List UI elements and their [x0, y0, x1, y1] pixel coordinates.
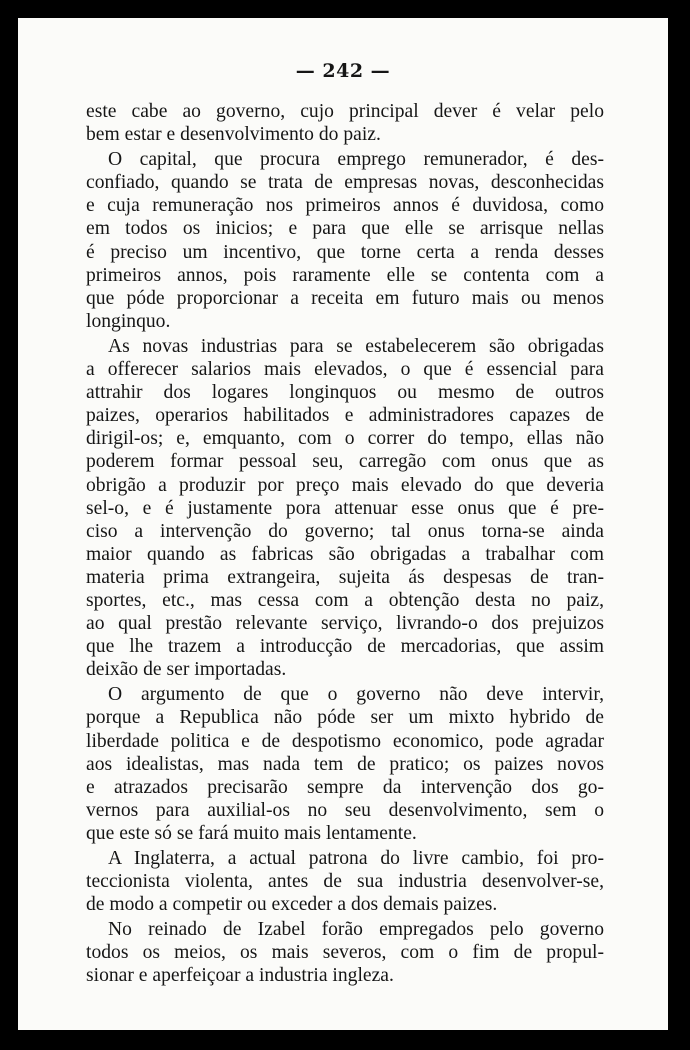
text-line: vernos para auxilial-os no seu desenvolvimento, sem o	[86, 799, 604, 821]
text-line: porque a Republica não póde ser um mixto hybrido de	[86, 707, 604, 729]
paragraph	[86, 335, 604, 681]
text-line: confiado, quando se trata de empresas novas, desconhecidas	[86, 172, 604, 194]
text-line: liberdade politica e de despotismo economico, pode agradar	[86, 730, 604, 752]
text-line: O argumento de que o governo não deve intervir,	[108, 684, 604, 706]
text-line: em todos os inicios; e para que elle se arrisque nellas	[86, 218, 604, 240]
text-line: é preciso um incentivo, que torne certa a renda desses	[86, 241, 604, 263]
text-line: longinquo.	[86, 310, 171, 332]
text-line: maior quando as fabricas são obrigadas a trabalhar com	[86, 543, 604, 565]
text-line: que lhe trazem a introducção de mercadorias, que assim	[86, 636, 604, 658]
text-line: este cabe ao governo, cujo principal dever é velar pelo	[86, 101, 604, 122]
text-line: attrahir dos logares longinquos ou mesmo de outros	[86, 382, 604, 404]
text-line: A Inglaterra, a actual patrona do livre cambio, foi pro-	[108, 848, 604, 869]
text-line: deixão de ser importadas.	[86, 659, 287, 681]
text-line: As novas industrias para se estabelecerem são obrigadas	[108, 335, 604, 357]
text-line: sionar e aperfeiçoar a industria ingleza.	[86, 965, 394, 987]
paragraph	[86, 100, 604, 146]
text-line: paizes, operarios habilitados e administradores capazes de	[86, 405, 604, 427]
text-line: poderem formar pessoal seu, carregão com onus que as	[86, 451, 604, 473]
paragraph	[86, 918, 604, 987]
text-line: bem estar e desenvolvimento do paiz.	[86, 124, 381, 146]
text-line: e cuja remuneração nos primeiros annos é duvidosa, como	[86, 195, 604, 217]
text-line: aos idealistas, mas nada tem de pratico; os paizes novos	[86, 753, 604, 775]
page-number: — 242 —	[295, 60, 391, 82]
text-line: materia prima extrangeira, sujeita ás despesas de tran-	[86, 566, 604, 588]
text-line: sportes, etc., mas cessa com a obtenção desta no paiz,	[86, 589, 604, 611]
text-line: todos os meios, os mais severos, com o fim de propul-	[86, 942, 604, 964]
text-line: primeiros annos, pois raramente elle se contenta com a	[86, 264, 604, 286]
text-line: O capital, que procura emprego remunerador, é des-	[108, 149, 604, 171]
text-line: que póde proporcionar a receita em futuro mais ou menos	[86, 287, 604, 309]
text-line: ao qual prestão relevante serviço, livrando-o dos prejuizos	[86, 613, 604, 635]
text-line: e atrazados precisarão sempre da intervenção dos go-	[86, 776, 604, 798]
text-line: sel-o, e é justamente pora attenuar esse onus que é pre-	[86, 497, 604, 519]
text-line: a offerecer salarios mais elevados, o que é essencial para	[86, 359, 604, 381]
paragraph	[86, 683, 604, 845]
text-line: obrigão a produzir por preço mais elevado do que deveria	[86, 474, 604, 496]
paragraph	[86, 847, 604, 916]
body-text	[86, 100, 604, 988]
paragraph	[86, 148, 604, 333]
text-line: dirigil-os; e, emquanto, com o correr do tempo, ellas não	[86, 428, 604, 450]
book-page	[18, 18, 668, 1030]
text-line: ciso a intervenção do governo; tal onus torna-se ainda	[86, 520, 604, 542]
text-line: No reinado de Izabel forão empregados pelo governo	[108, 919, 604, 941]
text-line: que este só se fará muito mais lentamente.	[86, 822, 417, 844]
text-line: teccionista violenta, antes de sua industria desenvolver-se,	[86, 871, 604, 893]
text-line: de modo a competir ou exceder a dos demais paizes.	[86, 894, 498, 916]
